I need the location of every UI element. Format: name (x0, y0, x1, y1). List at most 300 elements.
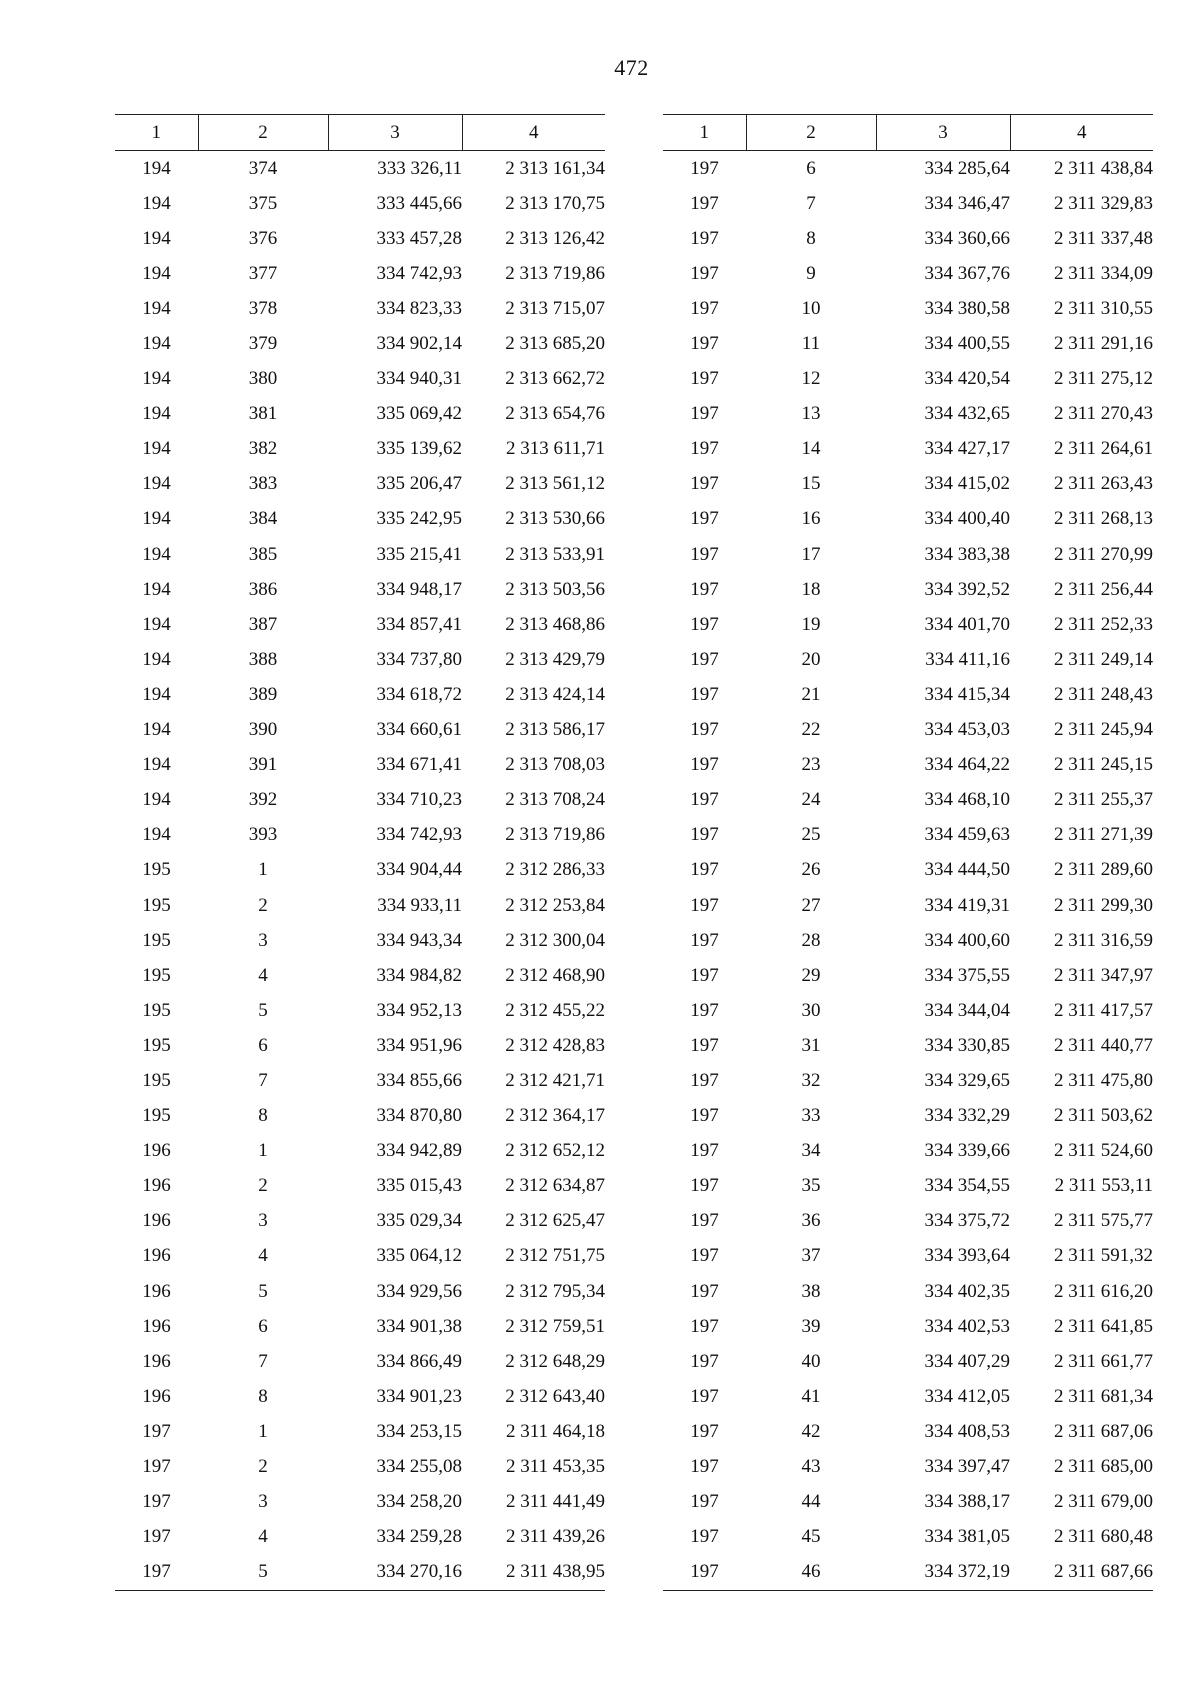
table-cell-col-4: 2 313 719,86 (505, 262, 605, 284)
table-cell-col-1: 197 (690, 648, 719, 670)
table-cell-col-2: 393 (248, 824, 278, 846)
table-cell-col-1: 197 (690, 1420, 719, 1442)
table-cell-col-2: 379 (248, 333, 278, 355)
table-cell-col-1: 194 (142, 824, 171, 846)
table-cell-col-2: 2 (258, 1456, 268, 1478)
table-cell-col-2: 4 (258, 1526, 268, 1548)
table-cell-col-2: 36 (801, 1210, 821, 1232)
table-row (663, 923, 1153, 958)
table-cell-col-4: 2 311 464,18 (505, 1420, 605, 1442)
table-cell-col-4: 2 313 719,86 (505, 824, 605, 846)
table-cell-col-1: 197 (690, 859, 719, 881)
table-row (663, 1028, 1153, 1063)
table-row (663, 1239, 1153, 1274)
table-cell-col-2: 3 (258, 929, 268, 951)
column-header-1: 1 (115, 115, 198, 151)
table-cell-col-1: 197 (690, 1034, 719, 1056)
table-cell-col-3: 334 402,35 (924, 1280, 1010, 1302)
table-cell-col-3: 334 360,66 (924, 227, 1010, 249)
column-header-2: 2 (746, 115, 876, 151)
table-row (663, 1204, 1153, 1239)
table-cell-col-4: 2 312 286,33 (505, 859, 605, 881)
table-cell-col-1: 197 (142, 1456, 171, 1478)
table-row (115, 923, 605, 958)
table-cell-col-1: 197 (690, 1456, 719, 1478)
table-cell-col-1: 197 (690, 894, 719, 916)
table-cell-col-4: 2 311 271,39 (1053, 824, 1153, 846)
table-cell-col-1: 196 (142, 1350, 171, 1372)
table-row (115, 397, 605, 432)
table-cell-col-1: 197 (690, 929, 719, 951)
table-cell-col-2: 30 (801, 999, 821, 1021)
table-row (115, 221, 605, 256)
table-row (115, 607, 605, 642)
table-cell-col-4: 2 311 252,33 (1053, 613, 1153, 635)
table-cell-col-2: 21 (801, 683, 821, 705)
table-cell-col-1: 197 (690, 1245, 719, 1267)
table-cell-col-2: 7 (258, 1350, 268, 1372)
table-cell-col-3: 334 415,34 (924, 683, 1010, 705)
table-cell-col-3: 334 453,03 (924, 719, 1010, 741)
table-cell-col-2: 375 (248, 192, 278, 214)
table-cell-col-2: 22 (801, 719, 821, 741)
table-row (663, 677, 1153, 712)
table-cell-col-1: 196 (142, 1245, 171, 1267)
table-cell-col-1: 197 (690, 1069, 719, 1091)
table-cell-col-4: 2 313 586,17 (505, 719, 605, 741)
table-cell-col-2: 27 (801, 894, 821, 916)
table-cell-col-4: 2 312 652,12 (505, 1140, 605, 1162)
table-cell-col-1: 197 (690, 1315, 719, 1337)
table-cell-col-3: 334 464,22 (924, 754, 1010, 776)
table-cell-col-2: 4 (258, 964, 268, 986)
table-cell-col-2: 3 (258, 1491, 268, 1513)
table-cell-col-4: 2 311 249,14 (1053, 648, 1153, 670)
table-row (115, 642, 605, 677)
table-row (663, 467, 1153, 502)
table-cell-col-4: 2 313 161,34 (505, 157, 605, 179)
table-cell-col-4: 2 311 291,16 (1053, 333, 1153, 355)
table-cell-col-3: 335 029,34 (376, 1210, 462, 1232)
table-cell-col-1: 197 (690, 227, 719, 249)
table-cell-col-3: 334 255,08 (376, 1456, 462, 1478)
table-cell-col-1: 195 (142, 894, 171, 916)
table-cell-col-4: 2 313 468,86 (505, 613, 605, 635)
table-cell-col-3: 334 948,17 (376, 578, 462, 600)
table-row (663, 1309, 1153, 1344)
table-row (663, 853, 1153, 888)
table-cell-col-4: 2 311 264,61 (1053, 438, 1153, 460)
table-cell-col-3: 334 710,23 (376, 789, 462, 811)
table-cell-col-1: 194 (142, 368, 171, 390)
table-cell-col-2: 385 (248, 543, 278, 565)
table-cell-col-4: 2 312 364,17 (505, 1105, 605, 1127)
table-cell-col-2: 8 (806, 227, 816, 249)
table-cell-col-4: 2 311 329,83 (1053, 192, 1153, 214)
table-cell-col-3: 334 412,05 (924, 1385, 1010, 1407)
table-cell-col-1: 194 (142, 789, 171, 811)
table-cell-col-3: 334 407,29 (924, 1350, 1010, 1372)
table-cell-col-4: 2 312 253,84 (505, 894, 605, 916)
table-cell-col-4: 2 311 439,26 (505, 1526, 605, 1548)
column-header-1: 1 (663, 115, 746, 151)
table-cell-col-1: 197 (690, 157, 719, 179)
table-cell-col-2: 5 (258, 999, 268, 1021)
table-cell-col-3: 335 242,95 (376, 508, 462, 530)
table-row (115, 1414, 605, 1449)
table-cell-col-3: 334 372,19 (876, 1555, 1010, 1591)
table-cell-col-4: 2 311 553,11 (1054, 1175, 1153, 1197)
table-cell-col-1: 195 (142, 859, 171, 881)
table-cell-col-2: 34 (801, 1140, 821, 1162)
table-cell-col-3: 334 253,15 (376, 1420, 462, 1442)
table-cell-col-1: 194 (142, 613, 171, 635)
table-cell-col-4: 2 311 245,15 (1053, 754, 1153, 776)
table-cell-col-3: 335 069,42 (376, 403, 462, 425)
table-cell-col-1: 197 (690, 824, 719, 846)
table-cell-col-4: 2 311 310,55 (1053, 297, 1153, 319)
table-cell-col-2: 8 (258, 1105, 268, 1127)
table-cell-col-2: 383 (248, 473, 278, 495)
table-cell-col-4: 2 312 468,90 (505, 964, 605, 986)
table-cell-col-1: 197 (690, 1526, 719, 1548)
table-cell-col-1: 197 (690, 543, 719, 565)
table-cell-col-4: 2 313 429,79 (505, 648, 605, 670)
table-row (663, 607, 1153, 642)
table-cell-col-3: 334 332,29 (924, 1105, 1010, 1127)
table-cell-col-4: 2 312 643,40 (505, 1385, 605, 1407)
table-cell-col-1: 194 (142, 438, 171, 460)
table-cell-col-4: 2 311 299,30 (1053, 894, 1153, 916)
table-cell-col-1: 197 (690, 1105, 719, 1127)
table-row (115, 958, 605, 993)
table-cell-col-3: 334 951,96 (376, 1034, 462, 1056)
table-cell-col-2: 33 (801, 1105, 821, 1127)
table-row (115, 1344, 605, 1379)
table-cell-col-3: 334 984,82 (376, 964, 462, 986)
table-cell-col-1: 194 (142, 192, 171, 214)
table-cell-col-1: 197 (690, 1280, 719, 1302)
table-row (115, 1239, 605, 1274)
table-cell-col-1: 197 (690, 1385, 719, 1407)
table-cell-col-2: 46 (746, 1555, 876, 1591)
table-row (115, 1555, 605, 1591)
table-cell-col-2: 382 (248, 438, 278, 460)
table-cell-col-4: 2 311 256,44 (1053, 578, 1153, 600)
table-row (663, 362, 1153, 397)
table-cell-col-3: 334 866,49 (376, 1350, 462, 1372)
table-cell-col-4: 2 312 648,29 (505, 1350, 605, 1372)
table-cell-col-4: 2 311 268,13 (1053, 508, 1153, 530)
table-cell-col-2: 7 (806, 192, 816, 214)
table-cell-col-3: 334 857,41 (376, 613, 462, 635)
table-cell-col-1: 197 (690, 789, 719, 811)
table-row (663, 502, 1153, 537)
table-cell-col-1: 197 (690, 719, 719, 741)
coordinates-table-left (115, 114, 605, 1591)
table-cell-col-4: 2 312 625,47 (505, 1210, 605, 1232)
table-cell-col-4: 2 311 270,43 (1053, 403, 1153, 425)
table-row (663, 888, 1153, 923)
table-row (663, 1449, 1153, 1484)
table-cell-col-4: 2 313 561,12 (505, 473, 605, 495)
table-cell-col-2: 41 (801, 1385, 821, 1407)
table-cell-col-4: 2 312 759,51 (505, 1315, 605, 1337)
table-cell-col-4: 2 311 685,00 (1053, 1456, 1153, 1478)
table-cell-col-1: 197 (690, 1491, 719, 1513)
table-cell-col-4: 2 312 634,87 (505, 1175, 605, 1197)
table-cell-col-4: 2 311 441,49 (505, 1491, 605, 1513)
table-cell-col-2: 45 (801, 1526, 821, 1548)
table-cell-col-2: 11 (801, 333, 821, 355)
table-cell-col-1: 196 (142, 1315, 171, 1337)
table-body-left (115, 151, 605, 1591)
table-cell-col-1: 197 (690, 578, 719, 600)
table-cell-col-3: 334 397,47 (924, 1456, 1010, 1478)
table-cell-col-2: 384 (248, 508, 278, 530)
table-cell-col-2: 1 (258, 859, 268, 881)
column-header-3: 3 (876, 115, 1010, 151)
table-row (115, 993, 605, 1028)
table-cell-col-4: 2 311 641,85 (1053, 1315, 1153, 1337)
table-cell-col-2: 14 (801, 438, 821, 460)
table-cell-col-3: 334 660,61 (376, 719, 462, 741)
table-cell-col-4: 2 312 795,34 (505, 1280, 605, 1302)
table-cell-col-3: 334 737,80 (376, 648, 462, 670)
table-row (663, 1274, 1153, 1309)
table-cell-col-1: 197 (690, 1350, 719, 1372)
table-row (115, 256, 605, 291)
table-cell-col-1: 196 (142, 1140, 171, 1162)
table-cell-col-4: 2 311 661,77 (1053, 1350, 1153, 1372)
table-cell-col-3: 334 330,85 (924, 1034, 1010, 1056)
table-cell-col-1: 194 (142, 157, 171, 179)
table-cell-col-4: 2 313 708,03 (505, 754, 605, 776)
table-cell-col-1: 197 (690, 368, 719, 390)
table-cell-col-3: 334 285,64 (924, 157, 1010, 179)
table-row (115, 1485, 605, 1520)
table-cell-col-3: 334 400,60 (924, 929, 1010, 951)
table-cell-col-4: 2 312 751,75 (505, 1245, 605, 1267)
table-cell-col-2: 380 (248, 368, 278, 390)
table-cell-col-2: 3 (258, 1210, 268, 1232)
table-cell-col-1: 194 (142, 648, 171, 670)
table-cell-col-3: 335 139,62 (376, 438, 462, 460)
table-cell-col-2: 29 (801, 964, 821, 986)
table-cell-col-3: 334 419,31 (924, 894, 1010, 916)
table-cell-col-1: 194 (142, 719, 171, 741)
table-cell-col-4: 2 312 421,71 (505, 1069, 605, 1091)
table-row (663, 151, 1153, 187)
table-row (663, 1485, 1153, 1520)
table-cell-col-3: 334 618,72 (376, 683, 462, 705)
table-cell-col-2: 381 (248, 403, 278, 425)
table-cell-col-4: 2 313 170,75 (505, 192, 605, 214)
table-cell-col-3: 334 383,38 (924, 543, 1010, 565)
table-cell-col-4: 2 311 255,37 (1053, 789, 1153, 811)
table-cell-col-2: 38 (801, 1280, 821, 1302)
table-cell-col-2: 44 (801, 1491, 821, 1513)
table-cell-col-1: 197 (690, 1175, 719, 1197)
table-cell-col-1: 195 (142, 964, 171, 986)
table-cell-col-4: 2 311 687,66 (1010, 1555, 1153, 1591)
table-cell-col-3: 334 401,70 (924, 613, 1010, 635)
table-row (663, 783, 1153, 818)
table-cell-col-4: 2 311 438,84 (1053, 157, 1153, 179)
table-row (115, 537, 605, 572)
table-cell-col-2: 2 (258, 1175, 268, 1197)
column-header-4: 4 (462, 115, 605, 151)
table-cell-col-2: 6 (258, 1315, 268, 1337)
table-cell-col-3: 334 823,33 (376, 297, 462, 319)
table-cell-col-3: 334 742,93 (376, 262, 462, 284)
table-cell-col-2: 9 (806, 262, 816, 284)
table-cell-col-3: 334 855,66 (376, 1069, 462, 1091)
table-cell-col-1: 197 (690, 754, 719, 776)
table-cell-col-1: 197 (690, 438, 719, 460)
table-cell-col-2: 16 (801, 508, 821, 530)
table-cell-col-1: 195 (142, 929, 171, 951)
table-row (663, 186, 1153, 221)
table-row (115, 326, 605, 361)
table-cell-col-2: 15 (801, 473, 821, 495)
table-cell-col-4: 2 311 591,32 (1053, 1245, 1153, 1267)
table-cell-col-3: 334 415,02 (924, 473, 1010, 495)
table-cell-col-2: 42 (801, 1420, 821, 1442)
table-row (115, 1134, 605, 1169)
table-cell-col-2: 10 (801, 297, 821, 319)
table-cell-col-1: 194 (142, 543, 171, 565)
table-cell-col-3: 334 270,16 (328, 1555, 462, 1591)
table-cell-col-2: 1 (258, 1140, 268, 1162)
table-row (663, 818, 1153, 853)
table-cell-col-2: 23 (801, 754, 821, 776)
table-cell-col-4: 2 311 337,48 (1053, 227, 1153, 249)
table-row (115, 432, 605, 467)
table-row (115, 713, 605, 748)
table-cell-col-2: 17 (801, 543, 821, 565)
table-cell-col-4: 2 311 503,62 (1053, 1105, 1153, 1127)
table-cell-col-2: 392 (248, 789, 278, 811)
table-cell-col-1: 194 (142, 473, 171, 495)
table-cell-col-3: 334 259,28 (376, 1526, 462, 1548)
column-header-4: 4 (1010, 115, 1153, 151)
table-cell-col-4: 2 311 475,80 (1053, 1069, 1153, 1091)
table-cell-col-1: 197 (690, 403, 719, 425)
table-cell-col-3: 333 445,66 (376, 192, 462, 214)
table-cell-col-2: 374 (248, 157, 278, 179)
table-row (115, 1379, 605, 1414)
table-cell-col-1: 194 (142, 262, 171, 284)
table-cell-col-1: 197 (690, 508, 719, 530)
table-row (115, 1274, 605, 1309)
table-body-right (663, 151, 1153, 1591)
table-cell-col-3: 334 902,14 (376, 333, 462, 355)
table-row (115, 888, 605, 923)
table-cell-col-1: 197 (663, 1555, 746, 1591)
table-cell-col-4: 2 311 680,48 (1053, 1526, 1153, 1548)
table-cell-col-3: 334 940,31 (376, 368, 462, 390)
table-cell-col-3: 334 929,56 (376, 1280, 462, 1302)
table-cell-col-3: 334 258,20 (376, 1491, 462, 1513)
table-cell-col-2: 32 (801, 1069, 821, 1091)
table-cell-col-3: 334 468,10 (924, 789, 1010, 811)
table-cell-col-3: 334 411,16 (925, 648, 1010, 670)
table-row (115, 186, 605, 221)
table-row (663, 642, 1153, 677)
table-cell-col-1: 197 (690, 297, 719, 319)
table-row (663, 1379, 1153, 1414)
table-cell-col-3: 335 215,41 (376, 543, 462, 565)
table-cell-col-3: 334 444,50 (924, 859, 1010, 881)
table-cell-col-2: 5 (258, 1280, 268, 1302)
table-row (115, 1520, 605, 1555)
table-row (115, 572, 605, 607)
table-row (115, 853, 605, 888)
table-cell-col-4: 2 311 440,77 (1053, 1034, 1153, 1056)
table-row (663, 958, 1153, 993)
table-cell-col-2: 25 (801, 824, 821, 846)
table-cell-col-4: 2 311 438,95 (462, 1555, 605, 1591)
table-cell-col-3: 334 432,65 (924, 403, 1010, 425)
table-row (115, 502, 605, 537)
table-cell-col-4: 2 313 503,56 (505, 578, 605, 600)
table-row (115, 748, 605, 783)
table-cell-col-1: 195 (142, 999, 171, 1021)
table-cell-col-2: 377 (248, 262, 278, 284)
table-cell-col-3: 334 367,76 (924, 262, 1010, 284)
column-header-3: 3 (328, 115, 462, 151)
table-cell-col-1: 197 (142, 1420, 171, 1442)
table-cell-col-4: 2 313 654,76 (505, 403, 605, 425)
table-cell-col-3: 333 326,11 (377, 157, 462, 179)
table-row (663, 1414, 1153, 1449)
table-row (115, 1028, 605, 1063)
table-row (115, 291, 605, 326)
table-cell-col-1: 197 (142, 1491, 171, 1513)
table-cell-col-3: 334 392,52 (924, 578, 1010, 600)
table-cell-col-1: 197 (690, 964, 719, 986)
table-cell-col-2: 8 (258, 1385, 268, 1407)
table-row (663, 572, 1153, 607)
coordinates-table-right (663, 114, 1153, 1591)
table-row (663, 432, 1153, 467)
table-cell-col-4: 2 311 524,60 (1053, 1140, 1153, 1162)
table-cell-col-4: 2 313 708,24 (505, 789, 605, 811)
table-cell-col-3: 334 904,44 (376, 859, 462, 881)
table-cell-col-1: 196 (142, 1385, 171, 1407)
table-cell-col-1: 194 (142, 754, 171, 776)
table-row (115, 1449, 605, 1484)
table-cell-col-3: 334 952,13 (376, 999, 462, 1021)
table-cell-col-4: 2 311 453,35 (505, 1456, 605, 1478)
table-cell-col-4: 2 313 685,20 (505, 333, 605, 355)
table-cell-col-2: 12 (801, 368, 821, 390)
table-cell-col-1: 197 (690, 1210, 719, 1232)
table-cell-col-4: 2 311 270,99 (1053, 543, 1153, 565)
table-row (663, 1169, 1153, 1204)
table-cell-col-1: 197 (690, 333, 719, 355)
table-cell-col-2: 391 (248, 754, 278, 776)
table-cell-col-4: 2 312 455,22 (505, 999, 605, 1021)
table-cell-col-2: 40 (801, 1350, 821, 1372)
table-cell-col-1: 195 (142, 1034, 171, 1056)
table-row (663, 537, 1153, 572)
table-cell-col-3: 334 901,23 (376, 1385, 462, 1407)
table-cell-col-4: 2 311 679,00 (1053, 1491, 1153, 1513)
table-cell-col-1: 197 (690, 192, 719, 214)
table-row (663, 1520, 1153, 1555)
